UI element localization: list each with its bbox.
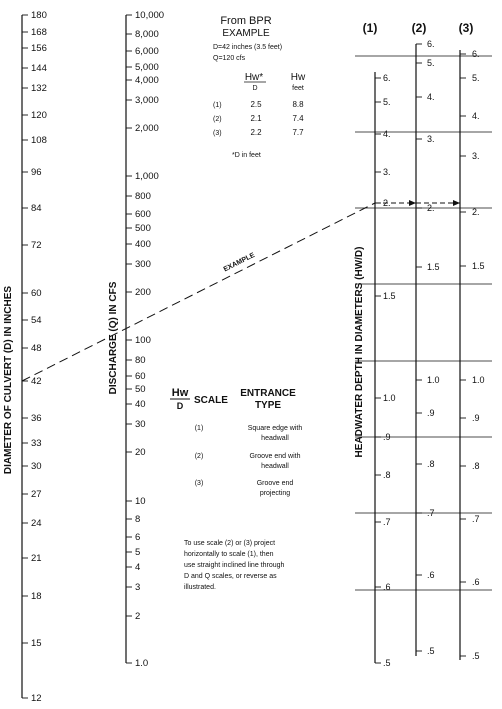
scale-1-tick-label: .8 xyxy=(383,470,391,480)
culvert-tick-label: 33 xyxy=(31,438,42,449)
culvert-tick-label: 27 xyxy=(31,489,42,500)
projection-arrow-2 xyxy=(409,200,416,206)
culvert-tick-label: 120 xyxy=(31,110,47,121)
svg-text:2.5: 2.5 xyxy=(250,100,262,109)
example-box xyxy=(213,15,306,159)
scale-3-tick-label: .6 xyxy=(472,577,480,587)
scale-1-tick-label: .7 xyxy=(383,517,391,527)
discharge-tick-label: 5 xyxy=(135,547,141,558)
discharge-tick-label: 4,000 xyxy=(135,75,159,86)
culvert-tick-label: 54 xyxy=(31,315,42,326)
scale-3-tick-label: 1.5 xyxy=(472,261,485,271)
culvert-tick-label: 12 xyxy=(31,693,42,704)
scale-2-header: (2) xyxy=(411,21,427,35)
scale-2-tick-label: 4. xyxy=(427,92,435,102)
example-source: From BPR xyxy=(220,15,272,27)
example-col-hw-bottom: feet xyxy=(292,85,304,92)
scale-3-tick-label: 6. xyxy=(472,49,480,59)
scale-2-tick-label: 1.5 xyxy=(427,262,440,272)
example-row xyxy=(213,100,304,109)
example-line-label: EXAMPLE xyxy=(222,251,257,274)
discharge-tick-label: 2,000 xyxy=(135,123,159,134)
discharge-tick-label: 500 xyxy=(135,223,151,234)
example-inclined-line xyxy=(22,203,375,381)
svg-text:(3): (3) xyxy=(194,480,204,487)
example-given-q: Q=120 cfs xyxy=(213,55,246,62)
scale-2-tick-label: 3. xyxy=(427,134,435,144)
svg-text:Groove end: Groove end xyxy=(256,480,294,487)
culvert-tick-label: 48 xyxy=(31,343,42,354)
example-col-hw-top: Hw xyxy=(290,72,306,83)
culvert-tick-label: 36 xyxy=(31,413,42,424)
culvert-tick-label: 84 xyxy=(31,203,42,214)
discharge-tick-label: 6,000 xyxy=(135,46,159,57)
discharge-tick-label: 2 xyxy=(135,611,141,622)
svg-text:To use scale (2) or (3) projec: To use scale (2) or (3) project xyxy=(184,540,276,547)
svg-text:headwall: headwall xyxy=(261,435,289,442)
discharge-tick-label: 10 xyxy=(135,496,146,507)
discharge-tick-label: 40 xyxy=(135,399,146,410)
culvert-axis-label: DIAMETER OF CULVERT (D) IN INCHES xyxy=(3,285,14,475)
scale-3-tick-label: 3. xyxy=(472,151,480,161)
discharge-tick-label: 60 xyxy=(135,371,146,382)
discharge-tick-label: 50 xyxy=(135,384,146,395)
scale-1-tick-label: .9 xyxy=(383,432,391,442)
legend-hw-top: Hw xyxy=(171,387,189,399)
projection-arrow-3 xyxy=(453,200,460,206)
scale-2-tick-label: 2. xyxy=(427,203,435,213)
scale-1-tick-label: .5 xyxy=(383,658,391,668)
svg-text:2.1: 2.1 xyxy=(250,114,262,123)
example-row xyxy=(213,128,304,137)
discharge-tick-label: 3,000 xyxy=(135,95,159,106)
entrance-type-legend xyxy=(170,387,302,497)
svg-text:D and Q scales, or reverse as: D and Q scales, or reverse as xyxy=(184,573,277,580)
scale-2-tick-label: .6 xyxy=(427,570,435,580)
scale-2-tick-label: .9 xyxy=(427,408,435,418)
scale-2-tick-label: .7 xyxy=(427,508,435,518)
culvert-tick-label: 156 xyxy=(31,43,47,54)
scale-1-tick-label: 2. xyxy=(383,198,391,208)
culvert-tick-label: 18 xyxy=(31,591,42,602)
discharge-tick-label: 600 xyxy=(135,209,151,220)
svg-text:use straight inclined line thr: use straight inclined line through xyxy=(184,562,285,569)
svg-text:(3): (3) xyxy=(213,130,222,137)
discharge-tick-label: 8,000 xyxy=(135,29,159,40)
scale-3-tick-label: .8 xyxy=(472,461,480,471)
discharge-tick-label: 200 xyxy=(135,287,151,298)
culvert-tick-label: 168 xyxy=(31,27,47,38)
culvert-tick-label: 132 xyxy=(31,83,47,94)
svg-text:headwall: headwall xyxy=(261,463,289,470)
scale-3-header: (3) xyxy=(458,21,474,35)
legend-type-header-1: ENTRANCE xyxy=(240,388,296,399)
scale-3-tick-label: 5. xyxy=(472,73,480,83)
culvert-tick-label: 72 xyxy=(31,240,42,251)
scale-3-tick-label: .7 xyxy=(472,514,480,524)
example-title: EXAMPLE xyxy=(222,28,270,39)
culvert-tick-label: 108 xyxy=(31,135,47,146)
discharge-tick-label: 80 xyxy=(135,355,146,366)
discharge-tick-label: 20 xyxy=(135,447,146,458)
svg-text:7.7: 7.7 xyxy=(292,128,304,137)
instructions xyxy=(184,540,285,591)
discharge-tick-label: 8 xyxy=(135,514,141,525)
example-given-d: D=42 inches (3.5 feet) xyxy=(213,44,283,51)
culvert-tick-label: 42 xyxy=(31,376,42,387)
example-row xyxy=(213,114,304,123)
discharge-axis-label: DISCHARGE (Q) IN CFS xyxy=(108,281,119,395)
culvert-tick-label: 96 xyxy=(31,167,42,178)
discharge-tick-label: 3 xyxy=(135,582,141,593)
discharge-tick-label: 4 xyxy=(135,562,141,573)
discharge-tick-label: 6 xyxy=(135,532,141,543)
legend-hw-bottom: D xyxy=(176,401,184,411)
scale-2-tick-label: 1.0 xyxy=(427,375,440,385)
discharge-tick-label: 100 xyxy=(135,335,151,346)
scale-1-tick-label: 5. xyxy=(383,97,391,107)
headwater-scale-ticks xyxy=(375,39,485,668)
scale-2-tick-label: 6. xyxy=(427,39,435,49)
svg-text:Square edge with: Square edge with xyxy=(247,425,303,432)
example-col-hwd-top: Hw* xyxy=(244,72,264,83)
svg-text:2.2: 2.2 xyxy=(250,128,262,137)
scale-3-tick-label: 2. xyxy=(472,207,480,217)
legend-scale-header: SCALE xyxy=(194,395,228,406)
scale-3-tick-label: 4. xyxy=(472,111,480,121)
discharge-tick-label: 5,000 xyxy=(135,62,159,73)
headwater-axis-label: HEADWATER DEPTH IN DIAMETERS (HW/D) xyxy=(354,246,365,458)
discharge-tick-label: 300 xyxy=(135,259,151,270)
scale-2-tick-label: 5. xyxy=(427,58,435,68)
culvert-tick-label: 24 xyxy=(31,518,42,529)
culvert-tick-label: 180 xyxy=(31,10,47,21)
scale-1-tick-label: 1.0 xyxy=(383,393,396,403)
culvert-tick-label: 15 xyxy=(31,638,42,649)
svg-text:(2): (2) xyxy=(194,453,204,460)
scale-2-tick-label: .5 xyxy=(427,646,435,656)
svg-text:7.4: 7.4 xyxy=(292,114,304,123)
svg-text:(2): (2) xyxy=(213,116,222,123)
discharge-tick-label: 400 xyxy=(135,239,151,250)
svg-text:(1): (1) xyxy=(213,102,222,109)
legend-row xyxy=(195,425,303,442)
scale-1-tick-label: 1.5 xyxy=(383,291,396,301)
scale-3-tick-label: .5 xyxy=(472,651,480,661)
scale-1-tick-label: .6 xyxy=(383,582,391,592)
svg-text:horizontally to scale (1), the: horizontally to scale (1), then xyxy=(184,551,274,558)
svg-text:Groove end with: Groove end with xyxy=(249,453,301,460)
svg-text:illustrated.: illustrated. xyxy=(184,584,216,591)
scale-2-tick-label: .8 xyxy=(427,459,435,469)
scale-3-tick-label: .9 xyxy=(472,413,480,423)
scale-3-tick-label: 1.0 xyxy=(472,375,485,385)
discharge-tick-label: 1.0 xyxy=(135,658,149,669)
scale-1-header: (1) xyxy=(362,21,378,35)
scale-1-tick-label: 3. xyxy=(383,167,391,177)
legend-row xyxy=(195,480,294,497)
discharge-tick-label: 800 xyxy=(135,191,151,202)
culvert-tick-label: 21 xyxy=(31,553,42,564)
svg-text:(1): (1) xyxy=(194,425,204,432)
discharge-tick-label: 1,000 xyxy=(135,171,159,182)
legend-row xyxy=(195,453,301,470)
culvert-tick-label: 60 xyxy=(31,288,42,299)
svg-text:projecting: projecting xyxy=(259,490,291,497)
discharge-axis-ticks xyxy=(126,10,164,669)
scale-1-tick-label: 4. xyxy=(383,129,391,139)
legend-type-header-2: TYPE xyxy=(254,400,282,411)
culvert-axis-ticks xyxy=(22,10,47,704)
example-footnote: *D in feet xyxy=(232,152,261,159)
discharge-tick-label: 30 xyxy=(135,419,146,430)
example-col-hwd-bottom: D xyxy=(252,85,258,92)
discharge-tick-label: 10,000 xyxy=(135,10,165,21)
scale-1-tick-label: 6. xyxy=(383,73,391,83)
culvert-tick-label: 144 xyxy=(31,63,47,74)
svg-text:8.8: 8.8 xyxy=(292,100,304,109)
culvert-tick-label: 30 xyxy=(31,461,42,472)
